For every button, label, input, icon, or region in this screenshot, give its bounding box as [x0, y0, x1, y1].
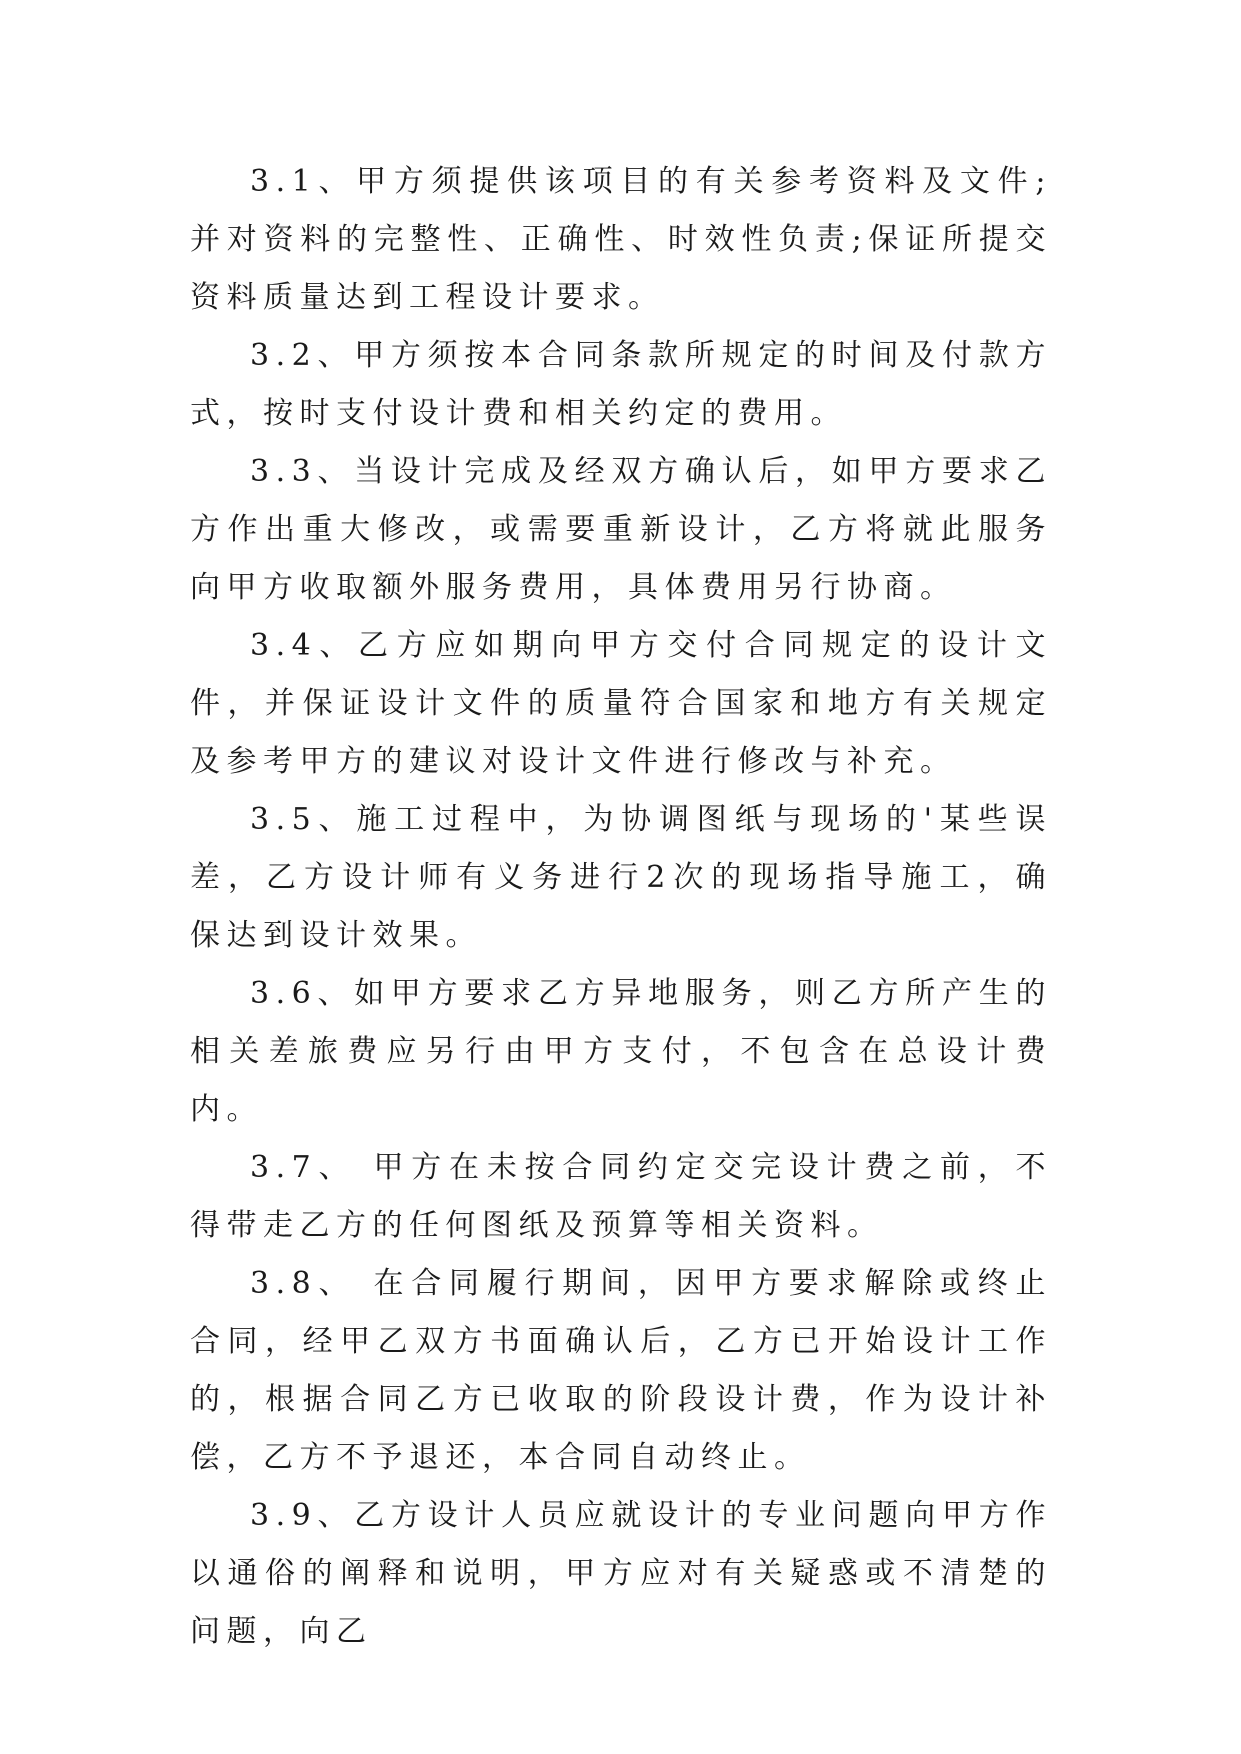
clause-3-2: 3.2、甲方须按本合同条款所规定的时间及付款方式，按时支付设计费和相关约定的费用。 [190, 338, 1052, 431]
clause-3-7: 3.7、 甲方在未按合同约定交完设计费之前，不得带走乙方的任何图纸及预算等相关资料。 [190, 1150, 1052, 1243]
document-body [190, 153, 1052, 1661]
clause-3-1: 3.1、甲方须提供该项目的有关参考资料及文件;并对资料的完整性、正确性、时效性负责;保证所提交资料质量达到工程设计要求。 [190, 164, 1052, 315]
clause-3-3: 3.3、当设计完成及经双方确认后，如甲方要求乙方作出重大修改，或需要重新设计，乙方将就此服务向甲方收取额外服务费用，具体费用另行协商。 [190, 454, 1052, 605]
clause-3-4: 3.4、乙方应如期向甲方交付合同规定的设计文件，并保证设计文件的质量符合国家和地方有关规定及参考甲方的建议对设计文件进行修改与补充。 [190, 628, 1052, 779]
clause-3-9: 3.9、乙方设计人员应就设计的专业问题向甲方作以通俗的阐释和说明，甲方应对有关疑惑或不清楚的问题，向乙 [190, 1498, 1052, 1649]
clause-3-8: 3.8、 在合同履行期间，因甲方要求解除或终止合同，经甲乙双方书面确认后，乙方已开始设计工作的，根据合同乙方已收取的阶段设计费，作为设计补偿，乙方不予退还，本合同自动终止。 [190, 1266, 1052, 1475]
clause-3-5: 3.5、施工过程中，为协调图纸与现场的'某些误差，乙方设计师有义务进行2次的现场指导施工，确保达到设计效果。 [190, 802, 1052, 953]
clause-3-6: 3.6、如甲方要求乙方异地服务，则乙方所产生的相关差旅费应另行由甲方支付，不包含在总设计费内。 [190, 976, 1052, 1127]
